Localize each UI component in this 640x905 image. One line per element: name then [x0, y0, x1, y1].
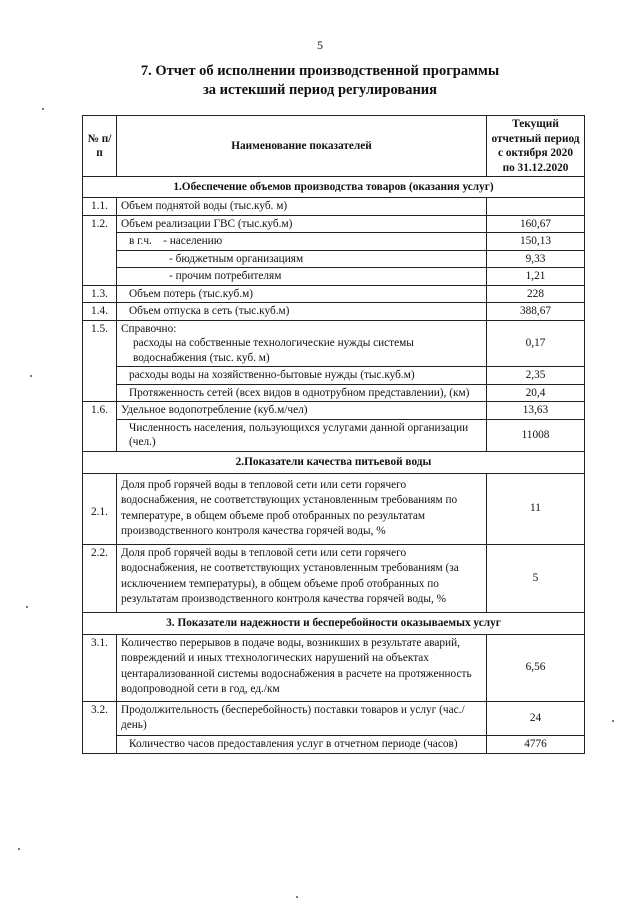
- row-num-empty: [83, 419, 117, 451]
- row-name: Продолжительность (бесперебойность) поставки товаров и услуг (час./день): [117, 701, 487, 735]
- row-prefix: в г.ч.: [129, 235, 152, 247]
- row-num: 2.2.: [83, 544, 117, 612]
- row-num-empty: [83, 250, 117, 268]
- row-value: [487, 198, 585, 216]
- row-value: 150,13: [487, 233, 585, 251]
- row-value: 4776: [487, 735, 585, 754]
- row-name: Количество перерывов в подаче воды, возникших в результате аварий, повреждений и иных ттехнологических нарушений на объектах центарализованной системы водоснабжения в расчете на протяженность водопроводной сети в год, ед./км: [117, 634, 487, 701]
- row-num: 1.3.: [83, 285, 117, 303]
- scan-speck: [296, 896, 298, 898]
- header-row: [83, 116, 585, 177]
- row-label: - населению: [163, 235, 223, 247]
- table-row: [83, 320, 585, 367]
- table-row: [83, 250, 585, 268]
- row-name: Доля проб горячей воды в тепловой сети или сети горячего водоснабжения, не соответствующих установленным требованиям по температуре, в общем объеме проб отобранных по результатам производственного контроля качества горячей воды, %: [117, 473, 487, 544]
- row-name: Объем отпуска в сеть (тыс.куб.м): [117, 303, 487, 321]
- section-row: [83, 612, 585, 634]
- row-name: Доля проб горячей воды в тепловой сети или сети горячего водоснабжения, не соответствующих установленным требованиям (за исключением температуры), в общем объеме проб отобранных по результатам производственного контроля качества горячей воды, %: [117, 544, 487, 612]
- report-table: [82, 115, 585, 754]
- table-row: [83, 198, 585, 216]
- row-value: 11008: [487, 419, 585, 451]
- row-value: 5: [487, 544, 585, 612]
- table-row: [83, 233, 585, 251]
- table-row: [83, 384, 585, 402]
- row-num-empty: [83, 233, 117, 251]
- row-value: 2,35: [487, 367, 585, 385]
- table-row: [83, 285, 585, 303]
- scan-speck: [30, 375, 32, 377]
- scan-speck: [18, 848, 20, 850]
- table-row: [83, 367, 585, 385]
- scan-speck: [26, 606, 28, 608]
- table-row: [83, 268, 585, 286]
- section-2-title: 2.Показатели качества питьевой воды: [83, 451, 585, 473]
- table-row: [83, 544, 585, 612]
- row-name: Объем реализации ГВС (тыс.куб.м): [117, 215, 487, 233]
- row-name: Удельное водопотребление (куб.м/чел): [117, 402, 487, 420]
- row-value: 20,4: [487, 384, 585, 402]
- row-num-empty: [83, 268, 117, 286]
- row-value: 24: [487, 701, 585, 735]
- row-value: 11: [487, 473, 585, 544]
- row-value: 13,63: [487, 402, 585, 420]
- row-num: 3.1.: [83, 634, 117, 701]
- row-num: 1.6.: [83, 402, 117, 420]
- row-name: [117, 233, 487, 251]
- row-name: расходы воды на хозяйственно-бытовые нужды (тыс.куб.м): [117, 367, 487, 385]
- row-num-empty: [83, 735, 117, 754]
- table-row: [83, 634, 585, 701]
- row-name: [117, 320, 487, 367]
- header-value: Текущий отчетный период с октября 2020 по 31.12.2020: [487, 116, 585, 177]
- section-row: [83, 451, 585, 473]
- row-value: 1,21: [487, 268, 585, 286]
- row-num: 1.1.: [83, 198, 117, 216]
- row-name: Численность населения, пользующихся услугами данной организации (чел.): [117, 419, 487, 451]
- scan-speck: [612, 720, 614, 722]
- row-value: 6,56: [487, 634, 585, 701]
- row-value: 160,67: [487, 215, 585, 233]
- section-3-title: 3. Показатели надежности и бесперебойности оказываемых услуг: [83, 612, 585, 634]
- table-row: [83, 402, 585, 420]
- row-num: 1.2.: [83, 215, 117, 233]
- table-row: [83, 473, 585, 544]
- section-row: [83, 177, 585, 198]
- section-1-title: 1.Обеспечение объемов производства товаров (оказания услуг): [83, 177, 585, 198]
- row-num: 2.1.: [83, 473, 117, 544]
- title-line-2: за истекший период регулирования: [202, 82, 438, 98]
- report-title: [0, 62, 640, 100]
- row-num: 1.5.: [83, 320, 117, 384]
- table-row: [83, 303, 585, 321]
- table-row: [83, 215, 585, 233]
- row-name: - прочим потребителям: [117, 268, 487, 286]
- row-num-empty: [83, 384, 117, 402]
- row-name: Объем поднятой воды (тыс.куб. м): [117, 198, 487, 216]
- row-name: - бюджетным организациям: [117, 250, 487, 268]
- table-row: [83, 701, 585, 735]
- row-name: Объем потерь (тыс.куб.м): [117, 285, 487, 303]
- row-sublabel: расходы на собственные технологические нужды системы водоснабжения (тыс. куб. м): [133, 337, 414, 364]
- row-label: Справочно:: [121, 322, 177, 335]
- page-number: 5: [317, 38, 323, 52]
- row-value: 388,67: [487, 303, 585, 321]
- row-num: 1.4.: [83, 303, 117, 321]
- row-value: 0,17: [487, 320, 585, 367]
- row-name: Количество часов предоставления услуг в отчетном периоде (часов): [117, 735, 487, 754]
- row-name: Протяженность сетей (всех видов в однотрубном представлении), (км): [117, 384, 487, 402]
- row-value: 9,33: [487, 250, 585, 268]
- title-line-1: 7. Отчет об исполнении производственной программы: [140, 63, 500, 79]
- row-num: 3.2.: [83, 701, 117, 735]
- table-row: [83, 419, 585, 451]
- row-value: 228: [487, 285, 585, 303]
- table-row: [83, 735, 585, 754]
- header-name: Наименование показателей: [117, 116, 487, 177]
- scan-speck: [42, 108, 44, 110]
- header-num: № п/п: [83, 116, 117, 177]
